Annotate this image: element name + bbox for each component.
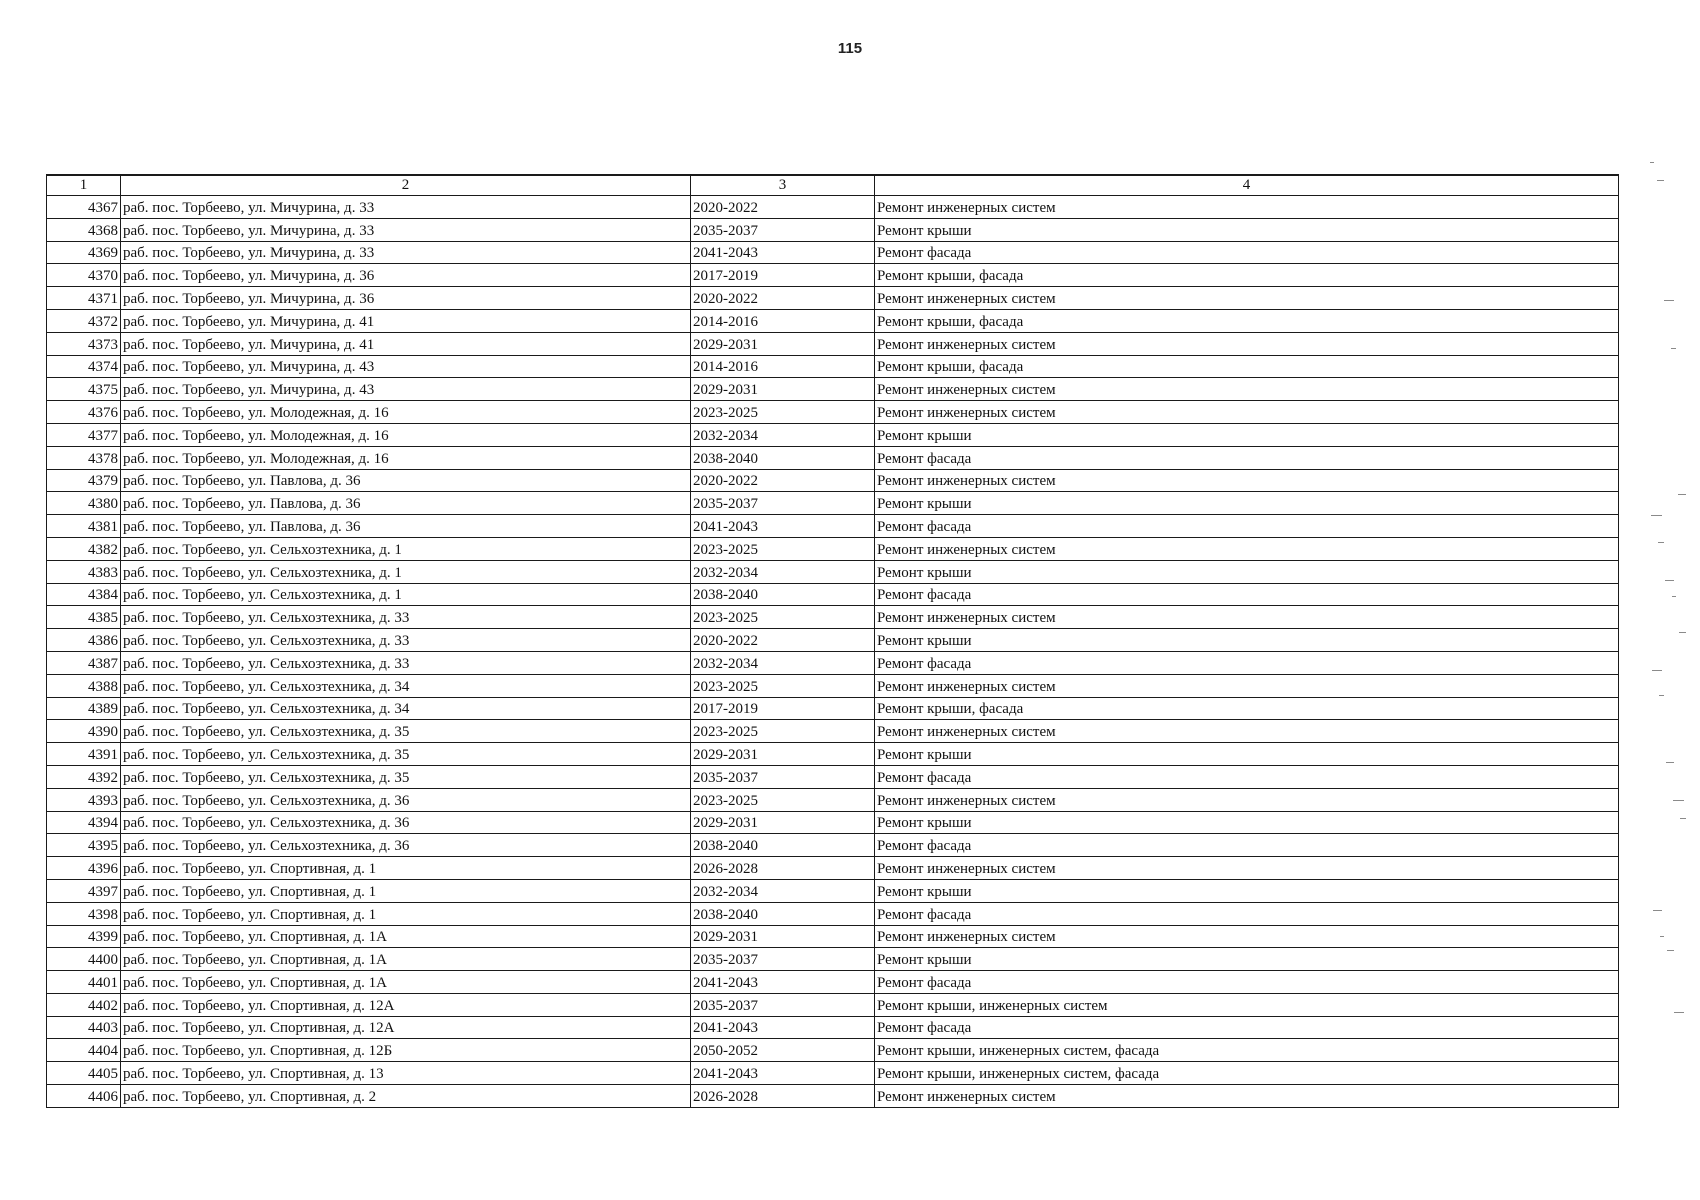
- table-row: [47, 971, 1619, 994]
- table-row: [47, 697, 1619, 720]
- row-number-cell: 4376: [47, 401, 121, 424]
- table-row: [47, 218, 1619, 241]
- row-number-cell: 4394: [47, 811, 121, 834]
- work-type-cell: Ремонт фасада: [875, 902, 1619, 925]
- table-row: [47, 241, 1619, 264]
- period-cell: 2026-2028: [691, 857, 875, 880]
- table-row: [47, 948, 1619, 971]
- work-type-cell: Ремонт инженерных систем: [875, 469, 1619, 492]
- scan-speck: [1659, 695, 1664, 696]
- table-row: [47, 537, 1619, 560]
- row-number-cell: 4368: [47, 218, 121, 241]
- address-cell: раб. пос. Торбеево, ул. Спортивная, д. 2: [121, 1085, 691, 1108]
- row-number-cell: 4382: [47, 537, 121, 560]
- table-body: [47, 196, 1619, 1108]
- address-cell: раб. пос. Торбеево, ул. Молодежная, д. 16: [121, 423, 691, 446]
- work-type-cell: Ремонт инженерных систем: [875, 378, 1619, 401]
- address-cell: раб. пос. Торбеево, ул. Сельхозтехника, д. 34: [121, 674, 691, 697]
- period-cell: 2020-2022: [691, 196, 875, 219]
- row-number-cell: 4367: [47, 196, 121, 219]
- period-cell: 2035-2037: [691, 492, 875, 515]
- period-cell: 2038-2040: [691, 446, 875, 469]
- work-type-cell: Ремонт крыши: [875, 560, 1619, 583]
- address-cell: раб. пос. Торбеево, ул. Мичурина, д. 36: [121, 264, 691, 287]
- period-cell: 2041-2043: [691, 241, 875, 264]
- row-number-cell: 4393: [47, 788, 121, 811]
- address-cell: раб. пос. Торбеево, ул. Спортивная, д. 12А: [121, 1016, 691, 1039]
- address-cell: раб. пос. Торбеево, ул. Спортивная, д. 1: [121, 902, 691, 925]
- row-number-cell: 4391: [47, 743, 121, 766]
- scan-speck: [1678, 494, 1686, 495]
- address-cell: раб. пос. Торбеево, ул. Спортивная, д. 1А: [121, 971, 691, 994]
- table-row: [47, 1016, 1619, 1039]
- scan-speck: [1657, 180, 1664, 181]
- period-cell: 2026-2028: [691, 1085, 875, 1108]
- address-cell: раб. пос. Торбеево, ул. Спортивная, д. 1А: [121, 948, 691, 971]
- row-number-cell: 4405: [47, 1062, 121, 1085]
- scan-speck: [1679, 632, 1686, 633]
- scan-speck: [1660, 936, 1664, 937]
- period-cell: 2023-2025: [691, 720, 875, 743]
- row-number-cell: 4403: [47, 1016, 121, 1039]
- address-cell: раб. пос. Торбеево, ул. Сельхозтехника, д. 35: [121, 720, 691, 743]
- address-cell: раб. пос. Торбеево, ул. Мичурина, д. 41: [121, 332, 691, 355]
- address-cell: раб. пос. Торбеево, ул. Мичурина, д. 33: [121, 241, 691, 264]
- work-type-cell: Ремонт фасада: [875, 241, 1619, 264]
- work-type-cell: Ремонт фасада: [875, 834, 1619, 857]
- address-cell: раб. пос. Торбеево, ул. Сельхозтехника, д. 36: [121, 834, 691, 857]
- table-row: [47, 1085, 1619, 1108]
- table-row: [47, 560, 1619, 583]
- table-row: [47, 515, 1619, 538]
- scan-speck: [1680, 818, 1686, 819]
- work-type-cell: Ремонт крыши: [875, 629, 1619, 652]
- table-row: [47, 264, 1619, 287]
- address-cell: раб. пос. Торбеево, ул. Спортивная, д. 1А: [121, 925, 691, 948]
- row-number-cell: 4396: [47, 857, 121, 880]
- row-number-cell: 4392: [47, 765, 121, 788]
- period-cell: 2023-2025: [691, 401, 875, 424]
- row-number-cell: 4370: [47, 264, 121, 287]
- work-type-cell: Ремонт крыши, фасада: [875, 264, 1619, 287]
- row-number-cell: 4406: [47, 1085, 121, 1108]
- table-row: [47, 332, 1619, 355]
- work-type-cell: Ремонт крыши: [875, 811, 1619, 834]
- work-type-cell: Ремонт инженерных систем: [875, 196, 1619, 219]
- scan-speck: [1665, 580, 1674, 581]
- work-type-cell: Ремонт инженерных систем: [875, 606, 1619, 629]
- work-type-cell: Ремонт фасада: [875, 651, 1619, 674]
- address-cell: раб. пос. Торбеево, ул. Спортивная, д. 12А: [121, 993, 691, 1016]
- address-cell: раб. пос. Торбеево, ул. Молодежная, д. 16: [121, 401, 691, 424]
- row-number-cell: 4386: [47, 629, 121, 652]
- address-cell: раб. пос. Торбеево, ул. Сельхозтехника, д. 33: [121, 651, 691, 674]
- row-number-cell: 4381: [47, 515, 121, 538]
- table-row: [47, 606, 1619, 629]
- row-number-cell: 4383: [47, 560, 121, 583]
- scan-speck: [1650, 162, 1654, 163]
- row-number-cell: 4404: [47, 1039, 121, 1062]
- table-row: [47, 720, 1619, 743]
- address-cell: раб. пос. Торбеево, ул. Павлова, д. 36: [121, 469, 691, 492]
- work-type-cell: Ремонт крыши: [875, 218, 1619, 241]
- period-cell: 2014-2016: [691, 355, 875, 378]
- scan-speck: [1666, 762, 1674, 763]
- work-type-cell: Ремонт крыши: [875, 948, 1619, 971]
- row-number-cell: 4400: [47, 948, 121, 971]
- column-header-4: 4: [875, 175, 1619, 196]
- period-cell: 2032-2034: [691, 560, 875, 583]
- period-cell: 2032-2034: [691, 651, 875, 674]
- address-cell: раб. пос. Торбеево, ул. Спортивная, д. 13: [121, 1062, 691, 1085]
- period-cell: 2041-2043: [691, 1062, 875, 1085]
- table-row: [47, 423, 1619, 446]
- table-header: [47, 175, 1619, 196]
- scan-speck: [1673, 800, 1684, 801]
- period-cell: 2023-2025: [691, 537, 875, 560]
- work-type-cell: Ремонт инженерных систем: [875, 401, 1619, 424]
- address-cell: раб. пос. Торбеево, ул. Сельхозтехника, д. 1: [121, 583, 691, 606]
- period-cell: 2032-2034: [691, 879, 875, 902]
- work-type-cell: Ремонт инженерных систем: [875, 332, 1619, 355]
- address-cell: раб. пос. Торбеево, ул. Сельхозтехника, д. 36: [121, 811, 691, 834]
- work-type-cell: Ремонт фасада: [875, 765, 1619, 788]
- row-number-cell: 4369: [47, 241, 121, 264]
- table-row: [47, 469, 1619, 492]
- address-cell: раб. пос. Торбеево, ул. Мичурина, д. 43: [121, 378, 691, 401]
- address-cell: раб. пос. Торбеево, ул. Павлова, д. 36: [121, 515, 691, 538]
- table-row: [47, 651, 1619, 674]
- address-cell: раб. пос. Торбеево, ул. Мичурина, д. 43: [121, 355, 691, 378]
- period-cell: 2035-2037: [691, 993, 875, 1016]
- address-cell: раб. пос. Торбеево, ул. Сельхозтехника, д. 36: [121, 788, 691, 811]
- work-type-cell: Ремонт крыши, инженерных систем, фасада: [875, 1039, 1619, 1062]
- table-row: [47, 355, 1619, 378]
- row-number-cell: 4399: [47, 925, 121, 948]
- work-type-cell: Ремонт фасада: [875, 1016, 1619, 1039]
- row-number-cell: 4390: [47, 720, 121, 743]
- table-row: [47, 196, 1619, 219]
- row-number-cell: 4388: [47, 674, 121, 697]
- repair-schedule-table: [46, 174, 1619, 1108]
- scan-speck: [1658, 542, 1664, 543]
- period-cell: 2035-2037: [691, 765, 875, 788]
- period-cell: 2032-2034: [691, 423, 875, 446]
- period-cell: 2041-2043: [691, 515, 875, 538]
- period-cell: 2041-2043: [691, 1016, 875, 1039]
- table-row: [47, 765, 1619, 788]
- address-cell: раб. пос. Торбеево, ул. Спортивная, д. 1: [121, 857, 691, 880]
- period-cell: 2023-2025: [691, 788, 875, 811]
- row-number-cell: 4385: [47, 606, 121, 629]
- period-cell: 2029-2031: [691, 743, 875, 766]
- period-cell: 2029-2031: [691, 332, 875, 355]
- row-number-cell: 4397: [47, 879, 121, 902]
- scan-speck: [1653, 910, 1662, 911]
- table-row: [47, 788, 1619, 811]
- address-cell: раб. пос. Торбеево, ул. Сельхозтехника, д. 33: [121, 606, 691, 629]
- table-row: [47, 309, 1619, 332]
- table-row: [47, 1062, 1619, 1085]
- header-row: [47, 175, 1619, 196]
- work-type-cell: Ремонт фасада: [875, 446, 1619, 469]
- address-cell: раб. пос. Торбеево, ул. Сельхозтехника, д. 1: [121, 560, 691, 583]
- row-number-cell: 4371: [47, 287, 121, 310]
- address-cell: раб. пос. Торбеево, ул. Спортивная, д. 12Б: [121, 1039, 691, 1062]
- scan-speck: [1651, 515, 1662, 516]
- work-type-cell: Ремонт инженерных систем: [875, 788, 1619, 811]
- address-cell: раб. пос. Торбеево, ул. Мичурина, д. 36: [121, 287, 691, 310]
- row-number-cell: 4380: [47, 492, 121, 515]
- period-cell: 2029-2031: [691, 811, 875, 834]
- work-type-cell: Ремонт крыши: [875, 743, 1619, 766]
- address-cell: раб. пос. Торбеево, ул. Спортивная, д. 1: [121, 879, 691, 902]
- row-number-cell: 4398: [47, 902, 121, 925]
- work-type-cell: Ремонт инженерных систем: [875, 537, 1619, 560]
- period-cell: 2038-2040: [691, 902, 875, 925]
- scan-speck: [1671, 348, 1676, 349]
- period-cell: 2041-2043: [691, 971, 875, 994]
- column-header-1: 1: [47, 175, 121, 196]
- period-cell: 2038-2040: [691, 834, 875, 857]
- period-cell: 2029-2031: [691, 925, 875, 948]
- row-number-cell: 4373: [47, 332, 121, 355]
- table-row: [47, 993, 1619, 1016]
- address-cell: раб. пос. Торбеево, ул. Мичурина, д. 41: [121, 309, 691, 332]
- row-number-cell: 4377: [47, 423, 121, 446]
- work-type-cell: Ремонт крыши, фасада: [875, 355, 1619, 378]
- column-header-3: 3: [691, 175, 875, 196]
- table-row: [47, 1039, 1619, 1062]
- work-type-cell: Ремонт крыши, инженерных систем, фасада: [875, 1062, 1619, 1085]
- column-header-2: 2: [121, 175, 691, 196]
- period-cell: 2029-2031: [691, 378, 875, 401]
- row-number-cell: 4378: [47, 446, 121, 469]
- work-type-cell: Ремонт инженерных систем: [875, 720, 1619, 743]
- period-cell: 2020-2022: [691, 629, 875, 652]
- work-type-cell: Ремонт фасада: [875, 971, 1619, 994]
- period-cell: 2035-2037: [691, 218, 875, 241]
- period-cell: 2020-2022: [691, 469, 875, 492]
- work-type-cell: Ремонт инженерных систем: [875, 1085, 1619, 1108]
- row-number-cell: 4387: [47, 651, 121, 674]
- table-row: [47, 492, 1619, 515]
- table-row: [47, 834, 1619, 857]
- row-number-cell: 4395: [47, 834, 121, 857]
- scan-speck: [1652, 670, 1662, 671]
- address-cell: раб. пос. Торбеево, ул. Сельхозтехника, д. 34: [121, 697, 691, 720]
- table-row: [47, 629, 1619, 652]
- table-row: [47, 583, 1619, 606]
- address-cell: раб. пос. Торбеево, ул. Мичурина, д. 33: [121, 196, 691, 219]
- page-number: 115: [837, 40, 863, 57]
- document-sheet: [46, 174, 1619, 1108]
- scan-artifacts: [1640, 150, 1700, 1110]
- row-number-cell: 4389: [47, 697, 121, 720]
- row-number-cell: 4402: [47, 993, 121, 1016]
- address-cell: раб. пос. Торбеево, ул. Павлова, д. 36: [121, 492, 691, 515]
- row-number-cell: 4372: [47, 309, 121, 332]
- table-row: [47, 378, 1619, 401]
- table-row: [47, 287, 1619, 310]
- address-cell: раб. пос. Торбеево, ул. Сельхозтехника, д. 33: [121, 629, 691, 652]
- scan-speck: [1672, 596, 1676, 597]
- address-cell: раб. пос. Торбеево, ул. Сельхозтехника, д. 35: [121, 765, 691, 788]
- work-type-cell: Ремонт инженерных систем: [875, 857, 1619, 880]
- table-row: [47, 925, 1619, 948]
- scan-speck: [1667, 950, 1674, 951]
- table-row: [47, 879, 1619, 902]
- period-cell: 2017-2019: [691, 697, 875, 720]
- work-type-cell: Ремонт крыши: [875, 423, 1619, 446]
- work-type-cell: Ремонт инженерных систем: [875, 925, 1619, 948]
- table-row: [47, 811, 1619, 834]
- row-number-cell: 4374: [47, 355, 121, 378]
- work-type-cell: Ремонт инженерных систем: [875, 674, 1619, 697]
- work-type-cell: Ремонт крыши, инженерных систем: [875, 993, 1619, 1016]
- row-number-cell: 4379: [47, 469, 121, 492]
- work-type-cell: Ремонт крыши, фасада: [875, 697, 1619, 720]
- period-cell: 2050-2052: [691, 1039, 875, 1062]
- table-row: [47, 446, 1619, 469]
- row-number-cell: 4401: [47, 971, 121, 994]
- address-cell: раб. пос. Торбеево, ул. Сельхозтехника, д. 1: [121, 537, 691, 560]
- work-type-cell: Ремонт фасада: [875, 515, 1619, 538]
- address-cell: раб. пос. Торбеево, ул. Молодежная, д. 16: [121, 446, 691, 469]
- table-row: [47, 674, 1619, 697]
- address-cell: раб. пос. Торбеево, ул. Сельхозтехника, д. 35: [121, 743, 691, 766]
- scan-speck: [1664, 300, 1674, 301]
- work-type-cell: Ремонт инженерных систем: [875, 287, 1619, 310]
- period-cell: 2035-2037: [691, 948, 875, 971]
- table-row: [47, 857, 1619, 880]
- period-cell: 2038-2040: [691, 583, 875, 606]
- work-type-cell: Ремонт крыши: [875, 879, 1619, 902]
- table-row: [47, 401, 1619, 424]
- period-cell: 2017-2019: [691, 264, 875, 287]
- scan-speck: [1674, 1012, 1684, 1013]
- work-type-cell: Ремонт крыши, фасада: [875, 309, 1619, 332]
- period-cell: 2023-2025: [691, 674, 875, 697]
- table-row: [47, 902, 1619, 925]
- table-row: [47, 743, 1619, 766]
- period-cell: 2023-2025: [691, 606, 875, 629]
- row-number-cell: 4384: [47, 583, 121, 606]
- address-cell: раб. пос. Торбеево, ул. Мичурина, д. 33: [121, 218, 691, 241]
- work-type-cell: Ремонт фасада: [875, 583, 1619, 606]
- period-cell: 2014-2016: [691, 309, 875, 332]
- work-type-cell: Ремонт крыши: [875, 492, 1619, 515]
- row-number-cell: 4375: [47, 378, 121, 401]
- period-cell: 2020-2022: [691, 287, 875, 310]
